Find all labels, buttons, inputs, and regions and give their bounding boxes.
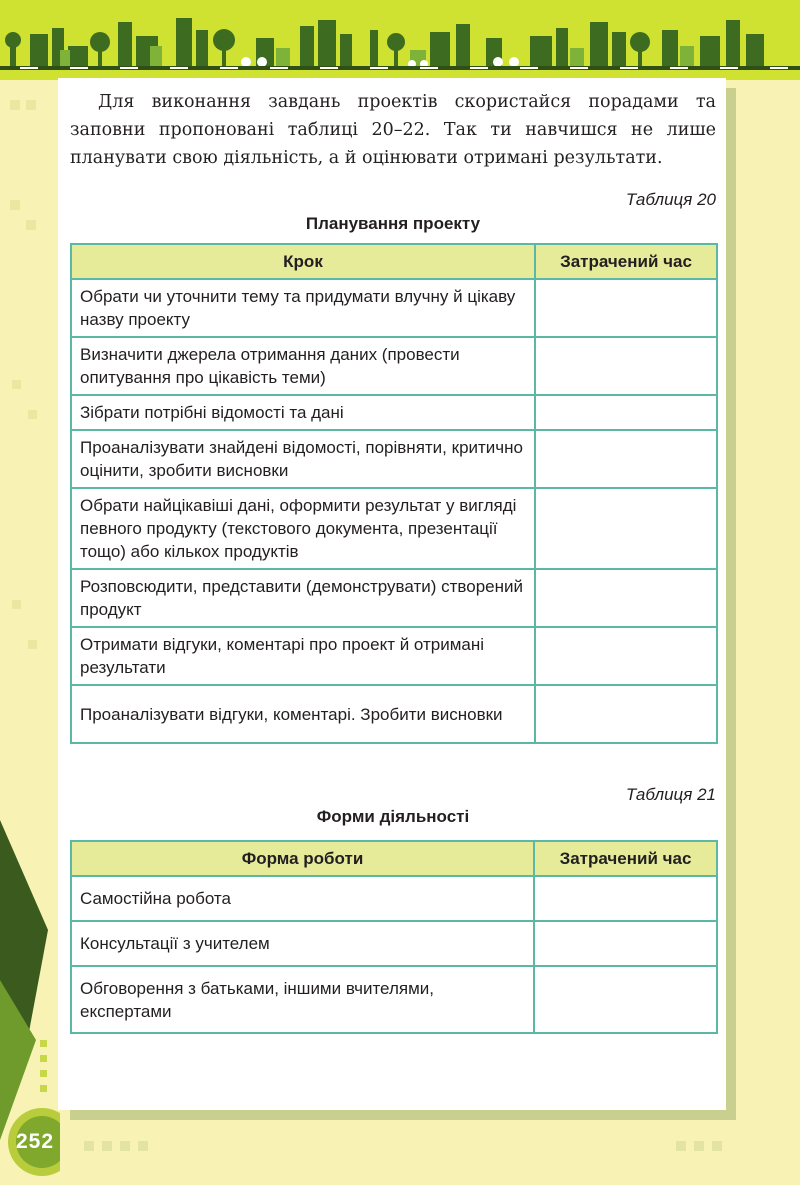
step-cell: Розповсюдити, представити (демонструвати) створений продукт (71, 569, 535, 627)
form-cell: Самостійна робота (71, 876, 534, 921)
left-decoration (0, 80, 60, 1185)
time-input-cell[interactable] (535, 488, 717, 569)
step-cell: Проаналізувати знайдені відомості, порівняти, критично оцінити, зробити висновки (71, 430, 535, 488)
table-header-row (71, 841, 717, 876)
table-row (71, 337, 717, 395)
step-cell: Отримати відгуки, коментарі про проект й отримані результати (71, 627, 535, 685)
footer-dots-decoration (80, 1137, 730, 1157)
table-row (71, 488, 717, 569)
table-row (71, 279, 717, 337)
page-number: 252 (16, 1130, 55, 1153)
table-row (71, 569, 717, 627)
intro-paragraph: Для виконання завдань проектів скористайся порадами та заповни пропоновані таблиці 20–22. Так ти навчишся не лише планувати свою діяльність, а й оцінювати отримані результати. (70, 92, 716, 168)
table-row (71, 921, 717, 966)
form-cell: Консультації з учителем (71, 921, 534, 966)
activity-forms-table (70, 840, 718, 1034)
table21-title: Форми діяльності (316, 807, 470, 826)
time-input-cell[interactable] (535, 430, 717, 488)
table20-title: Планування проекту (305, 214, 481, 233)
time-input-cell[interactable] (535, 279, 717, 337)
form-column-header: Форма роботи (71, 841, 534, 876)
table20-number: Таблиця 20 (625, 190, 716, 209)
time-input-cell[interactable] (535, 395, 717, 430)
time-input-cell[interactable] (534, 876, 717, 921)
time-input-cell[interactable] (535, 685, 717, 743)
form-cell: Обговорення з батьками, іншими вчителями, експертами (71, 966, 534, 1033)
time-input-cell[interactable] (535, 627, 717, 685)
table-row (71, 966, 717, 1033)
time-input-cell[interactable] (534, 966, 717, 1033)
table-header-row (71, 244, 717, 279)
step-column-header: Крок (71, 244, 535, 279)
table-row (71, 685, 717, 743)
time-input-cell[interactable] (535, 569, 717, 627)
step-cell: Зібрати потрібні відомості та дані (71, 395, 535, 430)
step-cell: Обрати найцікавіші дані, оформити результат у вигляді певного продукту (текстового документа, презентації тощо) або кількох продуктів (71, 488, 535, 569)
table-row (71, 627, 717, 685)
time-column-header: Затрачений час (534, 841, 717, 876)
time-input-cell[interactable] (534, 921, 717, 966)
city-skyline-illustration (0, 0, 800, 80)
planning-table (70, 243, 718, 744)
step-cell: Обрати чи уточнити тему та придумати влучну й цікаву назву проекту (71, 279, 535, 337)
table21-number: Таблиця 21 (625, 785, 716, 804)
time-input-cell[interactable] (535, 337, 717, 395)
step-cell: Визначити джерела отримання даних (провести опитування про цікавість теми) (71, 337, 535, 395)
table-row (71, 876, 717, 921)
time-column-header: Затрачений час (535, 244, 717, 279)
step-cell: Проаналізувати відгуки, коментарі. Зробити висновки (71, 685, 535, 743)
table-row (71, 430, 717, 488)
table-row (71, 395, 717, 430)
